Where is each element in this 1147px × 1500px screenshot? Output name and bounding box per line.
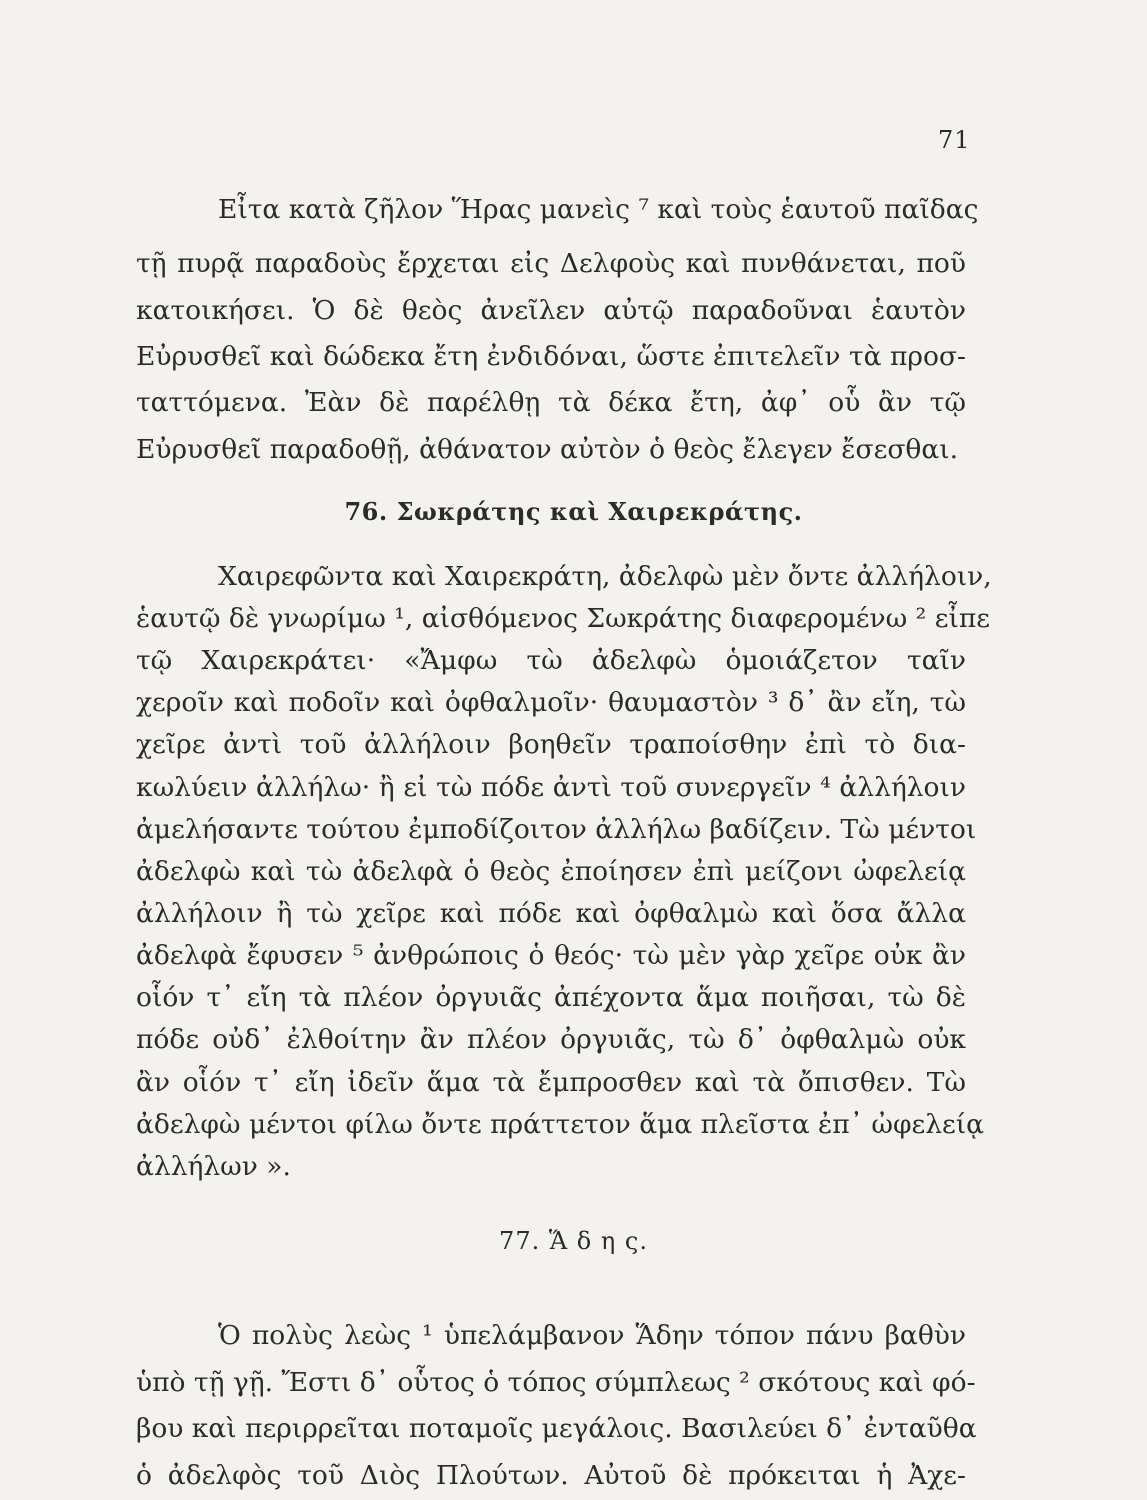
text-line: ἀδελφὰ ἔφυσεν ⁵ ἀνθρώποις ὁ θεός· τὼ μὲν γὰρ χεῖρε οὐκ ἂν	[136, 940, 966, 971]
page-number: 71	[938, 126, 971, 154]
text-line: ἀλλήλων ».	[136, 1151, 291, 1182]
text-line: Χαιρεφῶντα καὶ Χαιρεκράτη, ἀδελφὼ μὲν ὄντε ἀλλήλοιν,	[218, 561, 992, 592]
text-line: ἀλλήλοιν ἢ τὼ χεῖρε καὶ πόδε καὶ ὀφθαλμὼ καὶ ὅσα ἄλλα	[136, 898, 966, 929]
text-line: τῇ πυρᾷ παραδοὺς ἔρχεται εἰς Δελφοὺς καὶ πυνθάνεται, ποῦ	[136, 248, 966, 279]
text-line: ἀμελήσαντε τούτου ἐμποδίζοιτον ἀλλήλω βαδίζειν. Τὼ μέντοι	[136, 814, 977, 845]
text-line: χεῖρε ἀντὶ τοῦ ἀλλήλοιν βοηθεῖν τραποίσθην ἐπὶ τὸ δια-	[136, 729, 966, 760]
section-heading: 77. Ἅ δ η ς.	[499, 1227, 648, 1255]
text-line: ὑπὸ τῇ γῇ. Ἔστι δ᾿ οὗτος ὁ τόπος σύμπλεως ² σκότους καὶ φό-	[136, 1367, 976, 1398]
text-line: χεροῖν καὶ ποδοῖν καὶ ὀφθαλμοῖν· θαυμαστὸν ³ δ᾿ ἂν εἴη, τὼ	[136, 687, 966, 718]
text-line: ἂν οἷόν τ᾿ εἴη ἰδεῖν ἅμα τὰ ἔμπροσθεν καὶ τὰ ὄπισθεν. Τὼ	[136, 1067, 966, 1098]
text-line: Εὐρυσθεῖ παραδοθῇ, ἀθάνατον αὐτὸν ὁ θεὸς ἔλεγεν ἔσεσθαι.	[136, 434, 959, 465]
text-line: οἷόν τ᾿ εἴη τὰ πλέον ὀργυιᾶς ἀπέχοντα ἅμα ποιῆσαι, τὼ δὲ	[136, 982, 966, 1013]
text-line: βου καὶ περιρρεῖται ποταμοῖς μεγάλοις. Βασιλεύει δ᾿ ἐνταῦθα	[136, 1413, 977, 1444]
text-line: Εἶτα κατὰ ζῆλον Ἥρας μανεὶς ⁷ καὶ τοὺς ἑαυτοῦ παῖδας	[218, 194, 979, 225]
text-line: τῷ Χαιρεκράτει· «Ἄμφω τὼ ἀδελφὼ ὁμοιάζετον ταῖν	[136, 645, 966, 676]
text-line: Ὁ πολὺς λεὼς ¹ ὑπελάμβανον Ἅδην τόπον πάνυ βαθὺν	[218, 1320, 966, 1351]
text-line: κατοικήσει. Ὁ δὲ θεὸς ἀνεῖλεν αὐτῷ παραδοῦναι ἑαυτὸν	[136, 295, 966, 326]
text-line: ταττόμενα. Ἐὰν δὲ παρέλθῃ τὰ δέκα ἔτη, ἀφ᾿ οὗ ἂν τῷ	[136, 387, 966, 418]
text-line: Εὐρυσθεῖ καὶ δώδεκα ἔτη ἐνδιδόναι, ὥστε ἐπιτελεῖν τὰ προσ-	[136, 341, 966, 372]
text-line: ὁ ἀδελφὸς τοῦ Διὸς Πλούτων. Αὐτοῦ δὲ πρόκειται ἡ Ἀχε-	[136, 1460, 966, 1491]
text-line: πόδε οὐδ᾿ ἐλθοίτην ἂν πλέον ὀργυιᾶς, τὼ δ᾿ ὀφθαλμὼ οὐκ	[136, 1024, 966, 1055]
section-heading: 76. Σωκράτης καὶ Χαιρεκράτης.	[344, 497, 803, 526]
text-line: κωλύειν ἀλλήλω· ἢ εἰ τὼ πόδε ἀντὶ τοῦ συνεργεῖν ⁴ ἀλλήλοιν	[136, 772, 966, 803]
text-line: ἀδελφὼ μέντοι φίλω ὄντε πράττετον ἅμα πλεῖστα ἐπ᾿ ὠφελείᾳ	[136, 1109, 985, 1140]
text-line: ἑαυτῷ δὲ γνωρίμω ¹, αἰσθόμενος Σωκράτης διαφερομένω ² εἶπε	[136, 603, 990, 634]
text-line: ἀδελφὼ καὶ τὼ ἀδελφὰ ὁ θεὸς ἐποίησεν ἐπὶ μείζονι ὠφελείᾳ	[136, 856, 966, 887]
